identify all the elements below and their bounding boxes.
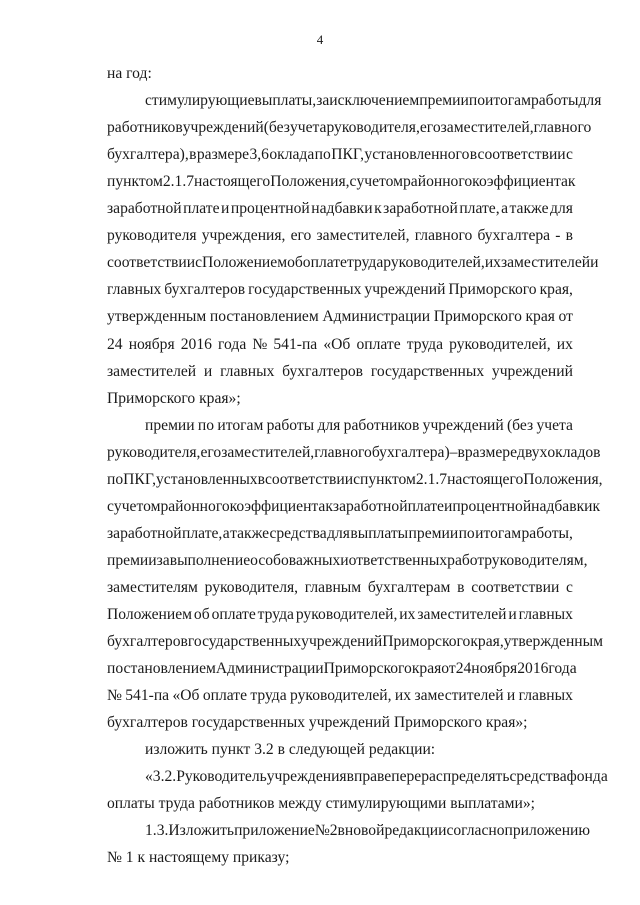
text-line: [107, 659, 577, 679]
word: главных: [107, 281, 162, 299]
word: заместителей: [417, 606, 507, 623]
word: бухгалтеров: [164, 281, 246, 299]
word: по: [468, 92, 485, 110]
word: для: [578, 92, 602, 110]
word: заместителей: [107, 362, 197, 380]
word: итогам: [485, 92, 531, 110]
text-line: [145, 767, 608, 787]
word: и: [508, 606, 517, 623]
word: руководителям,: [484, 551, 588, 569]
word: от: [441, 660, 456, 678]
word: заместителям: [107, 578, 198, 596]
word: «Об: [323, 335, 351, 353]
word: Положения,: [523, 470, 603, 488]
word: Приморского: [448, 281, 537, 299]
word: (без: [263, 119, 290, 137]
word: Приморского: [323, 660, 412, 678]
word: новой: [344, 822, 385, 840]
word: учета: [536, 416, 573, 434]
text-line: [107, 307, 573, 327]
word: установленного: [364, 146, 470, 164]
word: коэффициента: [472, 173, 568, 191]
word: двух: [517, 443, 548, 461]
word: Приморского: [433, 308, 522, 326]
word: в: [257, 470, 265, 488]
word: в: [189, 146, 197, 164]
text-line: [107, 605, 573, 625]
word: в: [565, 227, 573, 245]
word: №: [314, 822, 330, 840]
word: для: [550, 200, 573, 218]
word: ПКГ,: [331, 146, 365, 164]
word: и: [203, 362, 213, 380]
word: Изложить: [168, 822, 235, 840]
text-line: [107, 497, 601, 517]
word: премии: [419, 92, 469, 110]
word: главных: [518, 687, 573, 705]
word: соответствии: [264, 470, 354, 488]
word: перераспределять: [391, 768, 510, 786]
word: приложению: [504, 822, 591, 840]
word: окладов: [547, 443, 601, 461]
word: утвержденным: [107, 308, 207, 326]
word: 24: [107, 335, 123, 353]
word: 541-па: [273, 335, 318, 353]
word: стимулирующие: [145, 92, 255, 110]
word: также: [509, 200, 549, 218]
word: надбавки: [311, 200, 373, 218]
word: заместителей,: [440, 119, 534, 137]
word: труда: [250, 687, 287, 705]
word: бухгалтеров: [107, 633, 188, 651]
word: итогам: [475, 524, 522, 542]
text-line: № 1 к настоящему приказу;: [107, 849, 290, 867]
word: особо: [250, 551, 289, 569]
word: по: [107, 470, 124, 488]
word: Положением: [202, 254, 288, 272]
text-line: [145, 416, 573, 436]
word: выплаты: [350, 524, 409, 542]
word: их: [394, 687, 412, 705]
text-line: [107, 145, 573, 165]
word: приложение: [234, 822, 315, 840]
word: учреждения: [266, 768, 347, 786]
word: постановлением: [209, 308, 319, 326]
word: учета: [289, 119, 327, 137]
word: -: [555, 227, 561, 245]
word: размере: [464, 443, 518, 461]
word: труда: [406, 335, 444, 353]
text-line: [107, 280, 573, 300]
word: работы: [266, 416, 315, 434]
word: и: [506, 687, 516, 705]
word: Положения,: [270, 173, 350, 191]
word: и: [340, 551, 349, 569]
word: районного: [160, 497, 230, 515]
text-line: [107, 362, 573, 382]
word: выплаты,: [254, 92, 317, 110]
word: надбавки: [531, 497, 593, 515]
word: заработной: [107, 200, 182, 218]
text-line: [107, 632, 603, 652]
text-line: [145, 821, 591, 841]
word: по: [314, 146, 331, 164]
text-line: бухгалтеров государственных учреждений Приморского края»;: [107, 714, 528, 732]
word: соответствии: [477, 146, 566, 164]
text-line: [107, 253, 599, 273]
word: главных: [518, 606, 573, 623]
word: важных: [288, 551, 341, 569]
word: края: [411, 660, 442, 678]
word: с: [349, 173, 357, 191]
word: заместителей,: [221, 443, 315, 461]
word: 1.3.: [145, 822, 169, 840]
word: края,: [470, 633, 504, 651]
word: учреждений: [422, 416, 504, 434]
word: главного: [314, 443, 372, 461]
word: Положением: [107, 606, 193, 623]
word: средства: [509, 768, 567, 786]
word: 2016: [517, 660, 549, 678]
word: Администрации: [215, 660, 324, 678]
word: редакции: [384, 822, 447, 840]
text-line: изложить пункт 3.2 в следующей редакции:: [145, 741, 436, 759]
word: об: [193, 606, 210, 623]
text-line: [107, 335, 573, 355]
word: соответствии: [107, 254, 196, 272]
text-line: [145, 91, 602, 111]
word: главным: [304, 578, 362, 596]
word: процентной: [452, 497, 532, 515]
word: «3.2.: [145, 768, 177, 786]
word: №: [107, 687, 122, 705]
word: оплате: [356, 335, 401, 353]
word: бухгалтеров: [282, 362, 364, 380]
word: главных: [220, 362, 275, 380]
word: постановлением: [107, 660, 216, 678]
word: премии: [145, 416, 195, 434]
word: учетом: [113, 497, 161, 515]
word: в: [469, 146, 478, 164]
word: а: [222, 524, 230, 542]
word: с: [353, 470, 361, 488]
word: и: [443, 497, 453, 515]
word: учреждений: [182, 119, 264, 137]
word: 2: [329, 822, 338, 840]
word: премии: [408, 524, 459, 542]
word: ноября: [471, 660, 518, 678]
word: Администрации: [322, 308, 431, 326]
word: (без: [506, 416, 534, 434]
text-line: [107, 199, 573, 219]
word: районного: [403, 173, 473, 191]
word: бухгалтерам: [367, 578, 451, 596]
word: пунктом: [107, 173, 163, 191]
word: оплате: [211, 606, 256, 623]
word: плате,: [459, 200, 500, 218]
word: его: [200, 443, 222, 461]
word: с: [107, 497, 114, 515]
text-line: [107, 118, 592, 138]
word: их: [556, 335, 573, 353]
word: заместителей: [500, 254, 591, 272]
text-line: [107, 524, 573, 544]
word: работы,: [521, 524, 573, 542]
word: пунктом: [360, 470, 416, 488]
word: настоящего: [447, 470, 524, 488]
word: его: [419, 119, 441, 137]
text-line: на год:: [107, 65, 152, 82]
word: заработной: [383, 200, 458, 218]
word: также: [230, 524, 270, 542]
word: труда: [346, 254, 384, 272]
word: государственных: [370, 362, 485, 380]
word: фонда: [566, 768, 608, 786]
word: настоящего: [194, 173, 271, 191]
word: работ: [447, 551, 485, 569]
word: бухгалтера): [371, 443, 450, 461]
word: к: [374, 200, 382, 218]
word: коэффициента: [229, 497, 326, 515]
word: 3,6: [249, 146, 269, 164]
text-line: Приморского края»;: [107, 389, 241, 407]
word: руководителей,: [449, 335, 551, 353]
word: Приморского: [382, 633, 471, 651]
word: учреждения,: [201, 227, 286, 245]
word: 24: [455, 660, 472, 678]
word: размере: [196, 146, 250, 164]
word: по: [458, 524, 475, 542]
text-line: [107, 686, 573, 706]
word: государственных: [187, 633, 302, 651]
word: заместителей: [414, 687, 504, 705]
page-number: 4: [316, 32, 324, 47]
word: года: [218, 335, 247, 353]
word: согласно: [446, 822, 505, 840]
word: ПКГ,: [123, 470, 156, 488]
word: для: [327, 524, 350, 542]
word: ноября: [128, 335, 175, 353]
word: к: [325, 497, 333, 515]
word: 2016: [180, 335, 212, 353]
text-line: [107, 551, 588, 571]
word: №: [252, 335, 268, 353]
word: премии: [107, 551, 157, 569]
word: руководителей,: [290, 687, 392, 705]
word: заместителей,: [316, 227, 410, 245]
word: учетом: [356, 173, 403, 191]
text-line: [107, 172, 576, 192]
word: труда: [257, 606, 294, 623]
word: исключением: [329, 92, 420, 110]
word: к: [567, 173, 576, 191]
word: в: [457, 578, 465, 596]
word: и: [221, 200, 230, 218]
word: в: [337, 822, 345, 840]
word: главного: [414, 227, 473, 245]
word: края,: [539, 281, 573, 299]
word: плате: [183, 200, 220, 218]
text-line: [107, 443, 601, 463]
word: оклада: [269, 146, 315, 164]
text-line: оплаты труда работников между стимулирующими выплатами»;: [107, 795, 536, 813]
word: плате: [407, 497, 444, 515]
word: средства: [269, 524, 327, 542]
word: бухгалтера),: [107, 146, 189, 164]
text-line: [107, 578, 573, 598]
word: главного: [533, 119, 592, 137]
word: края: [525, 308, 555, 326]
word: работы: [530, 92, 579, 110]
word: –: [449, 443, 458, 461]
word: вправе: [346, 768, 392, 786]
word: за: [316, 92, 330, 110]
word: государственных: [248, 281, 362, 299]
word: об: [287, 254, 303, 272]
word: для: [317, 416, 341, 434]
word: руководителей,: [383, 254, 485, 272]
text-line: [107, 470, 603, 490]
word: утвержденным: [503, 633, 603, 651]
word: и: [590, 254, 599, 272]
word: учреждений: [491, 362, 573, 380]
word: руководителя,: [204, 578, 299, 596]
word: с: [195, 254, 203, 272]
word: в: [457, 443, 465, 461]
word: с: [566, 578, 573, 596]
word: оплате: [302, 254, 347, 272]
word: от: [558, 308, 573, 326]
word: 2.1.7: [415, 470, 448, 488]
word: за: [156, 551, 170, 569]
word: их: [484, 254, 501, 272]
word: учреждений: [301, 633, 383, 651]
word: 541-па: [125, 687, 170, 705]
word: заработной: [332, 497, 408, 515]
word: их: [399, 606, 416, 623]
word: оплате: [202, 687, 248, 705]
word: руководителя,: [107, 443, 201, 461]
word: работников: [343, 416, 420, 434]
word: соответствии: [471, 578, 560, 596]
word: года: [548, 660, 577, 678]
word: а: [501, 200, 509, 218]
word: руководителей,: [295, 606, 398, 623]
word: плате,: [182, 524, 223, 542]
word: руководителя,: [326, 119, 420, 137]
word: процентной: [230, 200, 310, 218]
word: к: [592, 497, 601, 515]
word: «Об: [172, 687, 200, 705]
word: Руководитель: [176, 768, 267, 786]
word: 2.1.7: [162, 173, 195, 191]
word: установленных: [155, 470, 258, 488]
word: его: [290, 227, 312, 245]
word: бухгалтера: [477, 227, 551, 245]
word: заработной: [107, 524, 182, 542]
word: итогам: [217, 416, 264, 434]
word: работников: [107, 119, 183, 137]
word: выполнение: [169, 551, 251, 569]
word: ответственных: [348, 551, 448, 569]
word: руководителя: [107, 227, 197, 245]
word: с: [566, 146, 573, 164]
word: учреждений: [364, 281, 446, 299]
word: по: [197, 416, 215, 434]
text-line: [107, 226, 573, 246]
